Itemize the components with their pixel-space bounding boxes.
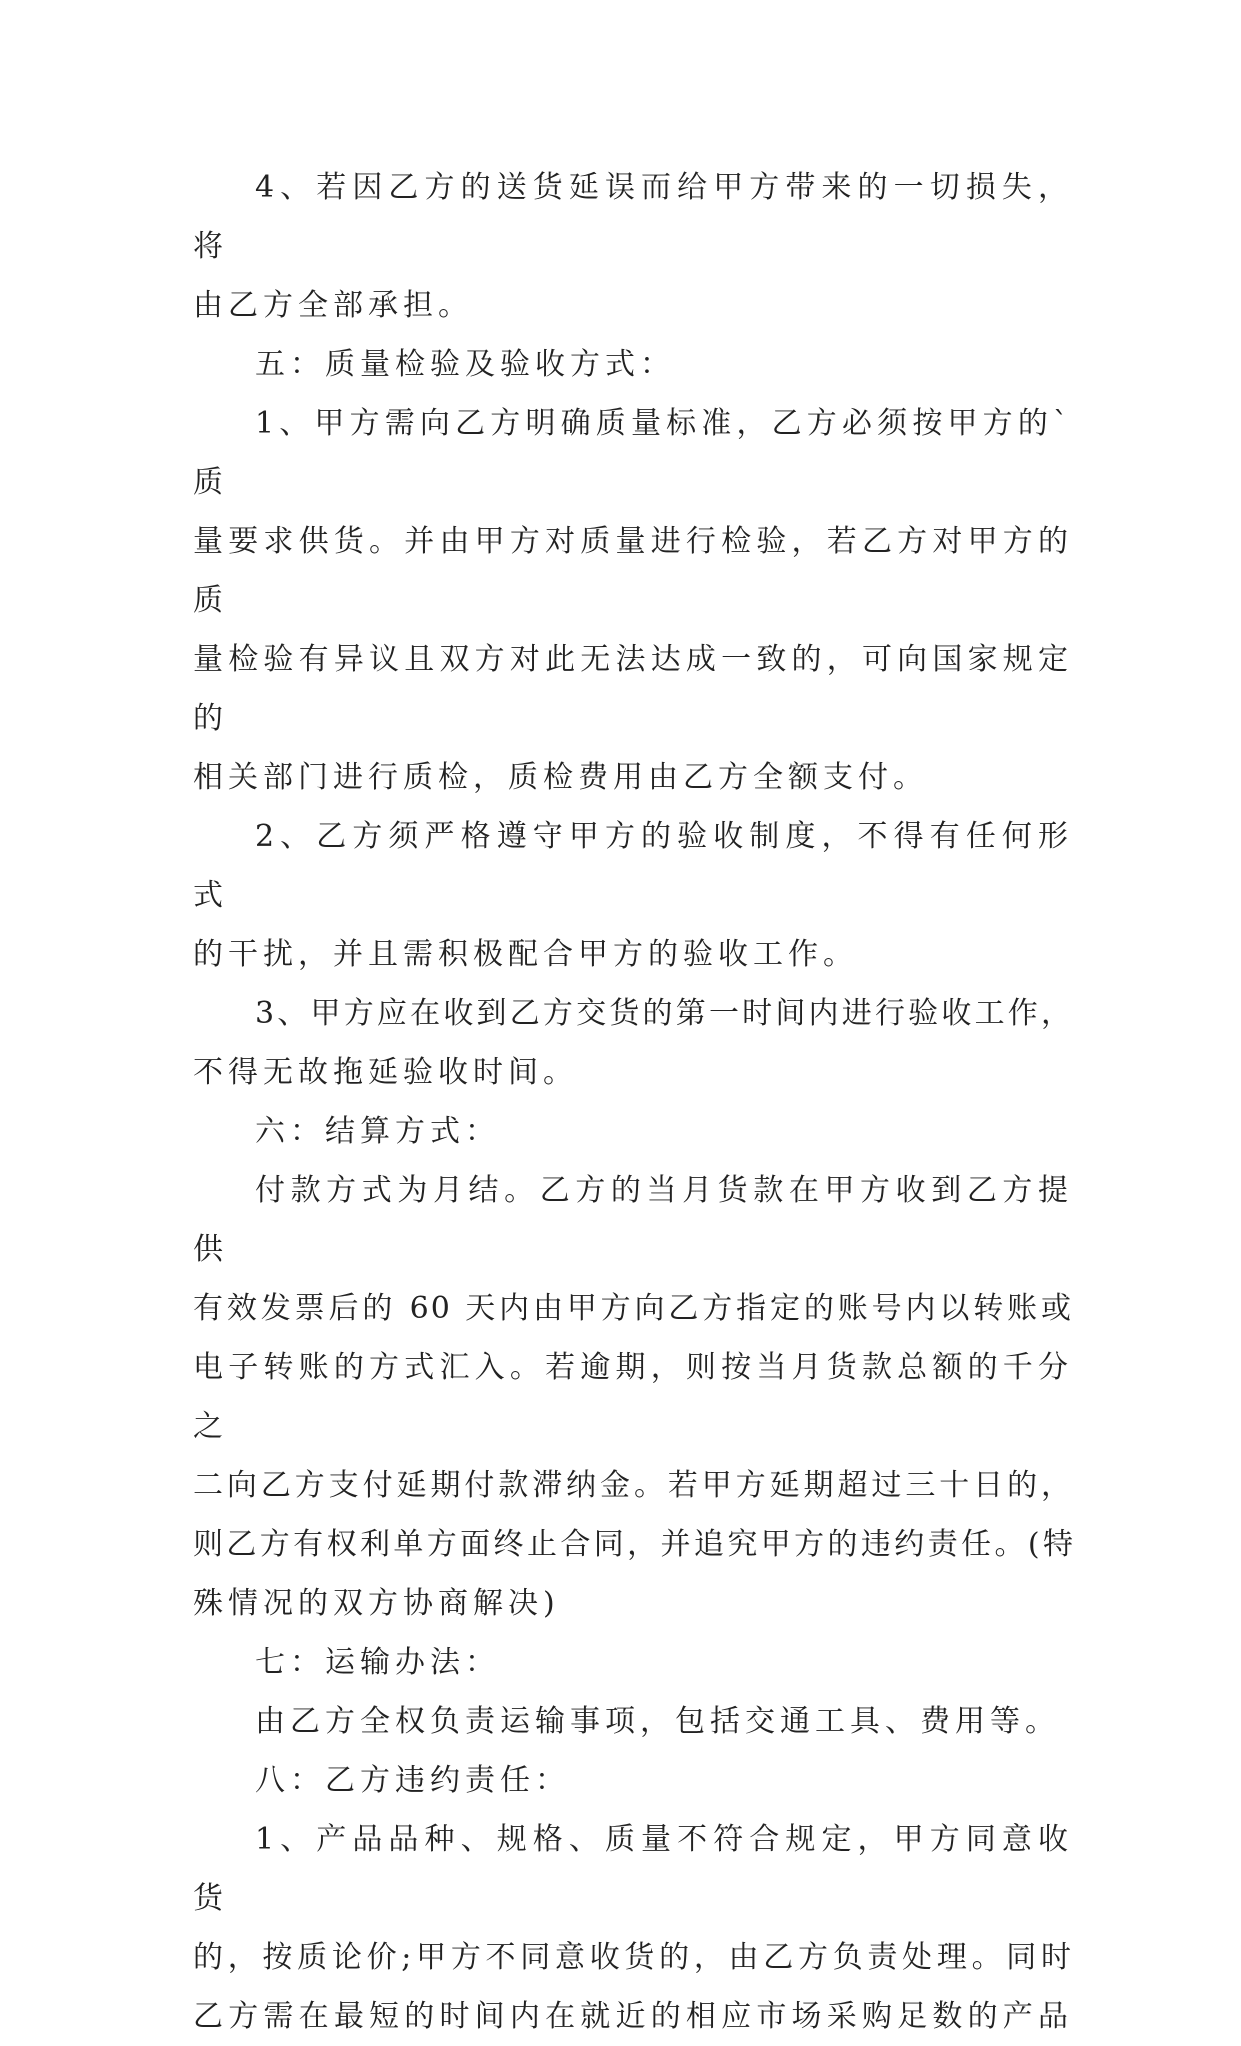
text-line: 二向乙方支付延期付款滞纳金。若甲方延期超过三十日的， (193, 1468, 1073, 1503)
section-heading-breach (193, 1751, 1073, 1810)
text-line: 六：结算方式： (255, 1114, 500, 1149)
text-line: 由乙方全部承担。 (193, 288, 473, 323)
text-line: 不得无故拖延验收时间。 (193, 1055, 578, 1090)
text-line: 的干扰，并且需积极配合甲方的验收工作。 (193, 937, 858, 972)
section-heading-settlement (193, 1102, 1073, 1161)
section-heading-quality (193, 335, 1073, 394)
text-line: 乙方需在最短的时间内在就近的相应市场采购足数的产品 (193, 1999, 1073, 2034)
text-line: 量检验有异议且双方对此无法达成一致的，可向国家规定的 (193, 642, 1073, 736)
section-heading-transport (193, 1633, 1073, 1692)
text-line: 2、乙方须严格遵守甲方的验收制度，不得有任何形式 (193, 819, 1073, 913)
paragraph-settlement (193, 1161, 1073, 1633)
text-line: 七：运输办法： (255, 1645, 500, 1680)
text-line: 则乙方有权利单方面终止合同，并追究甲方的违约责任。(特 (193, 1527, 1073, 1562)
paragraph-quality-1 (193, 394, 1073, 807)
text-line: 的，按质论价;甲方不同意收货的，由乙方负责处理。同时 (193, 1940, 1073, 1975)
text-line: 殊情况的双方协商解决) (193, 1586, 560, 1621)
paragraph-transport (193, 1692, 1073, 1751)
paragraph-breach-1 (193, 1810, 1073, 2046)
text-line: 由乙方全权负责运输事项，包括交通工具、费用等。 (255, 1704, 1060, 1739)
text-line: 五：质量检验及验收方式： (255, 347, 675, 382)
text-line: 1、甲方需向乙方明确质量标准，乙方必须按甲方的`质 (193, 406, 1073, 500)
text-line: 4、若因乙方的送货延误而给甲方带来的一切损失，将 (193, 170, 1073, 264)
text-line: 3、甲方应在收到乙方交货的第一时间内进行验收工作， (255, 996, 1073, 1031)
text-line: 有效发票后的 60 天内由甲方向乙方指定的账号内以转账或 (193, 1291, 1073, 1326)
text-line: 1、产品品种、规格、质量不符合规定，甲方同意收货 (193, 1822, 1073, 1916)
text-line: 相关部门进行质检，质检费用由乙方全额支付。 (193, 760, 928, 795)
paragraph-quality-2 (193, 807, 1073, 984)
text-line: 电子转账的方式汇入。若逾期，则按当月货款总额的千分之 (193, 1350, 1073, 1444)
text-line: 八：乙方违约责任： (255, 1763, 570, 1798)
text-line: 付款方式为月结。乙方的当月货款在甲方收到乙方提供 (193, 1173, 1073, 1267)
paragraph-delivery-4 (193, 158, 1073, 335)
text-line: 量要求供货。并由甲方对质量进行检验，若乙方对甲方的质 (193, 524, 1073, 618)
document-body (193, 158, 1073, 2046)
paragraph-quality-3 (193, 984, 1073, 1102)
